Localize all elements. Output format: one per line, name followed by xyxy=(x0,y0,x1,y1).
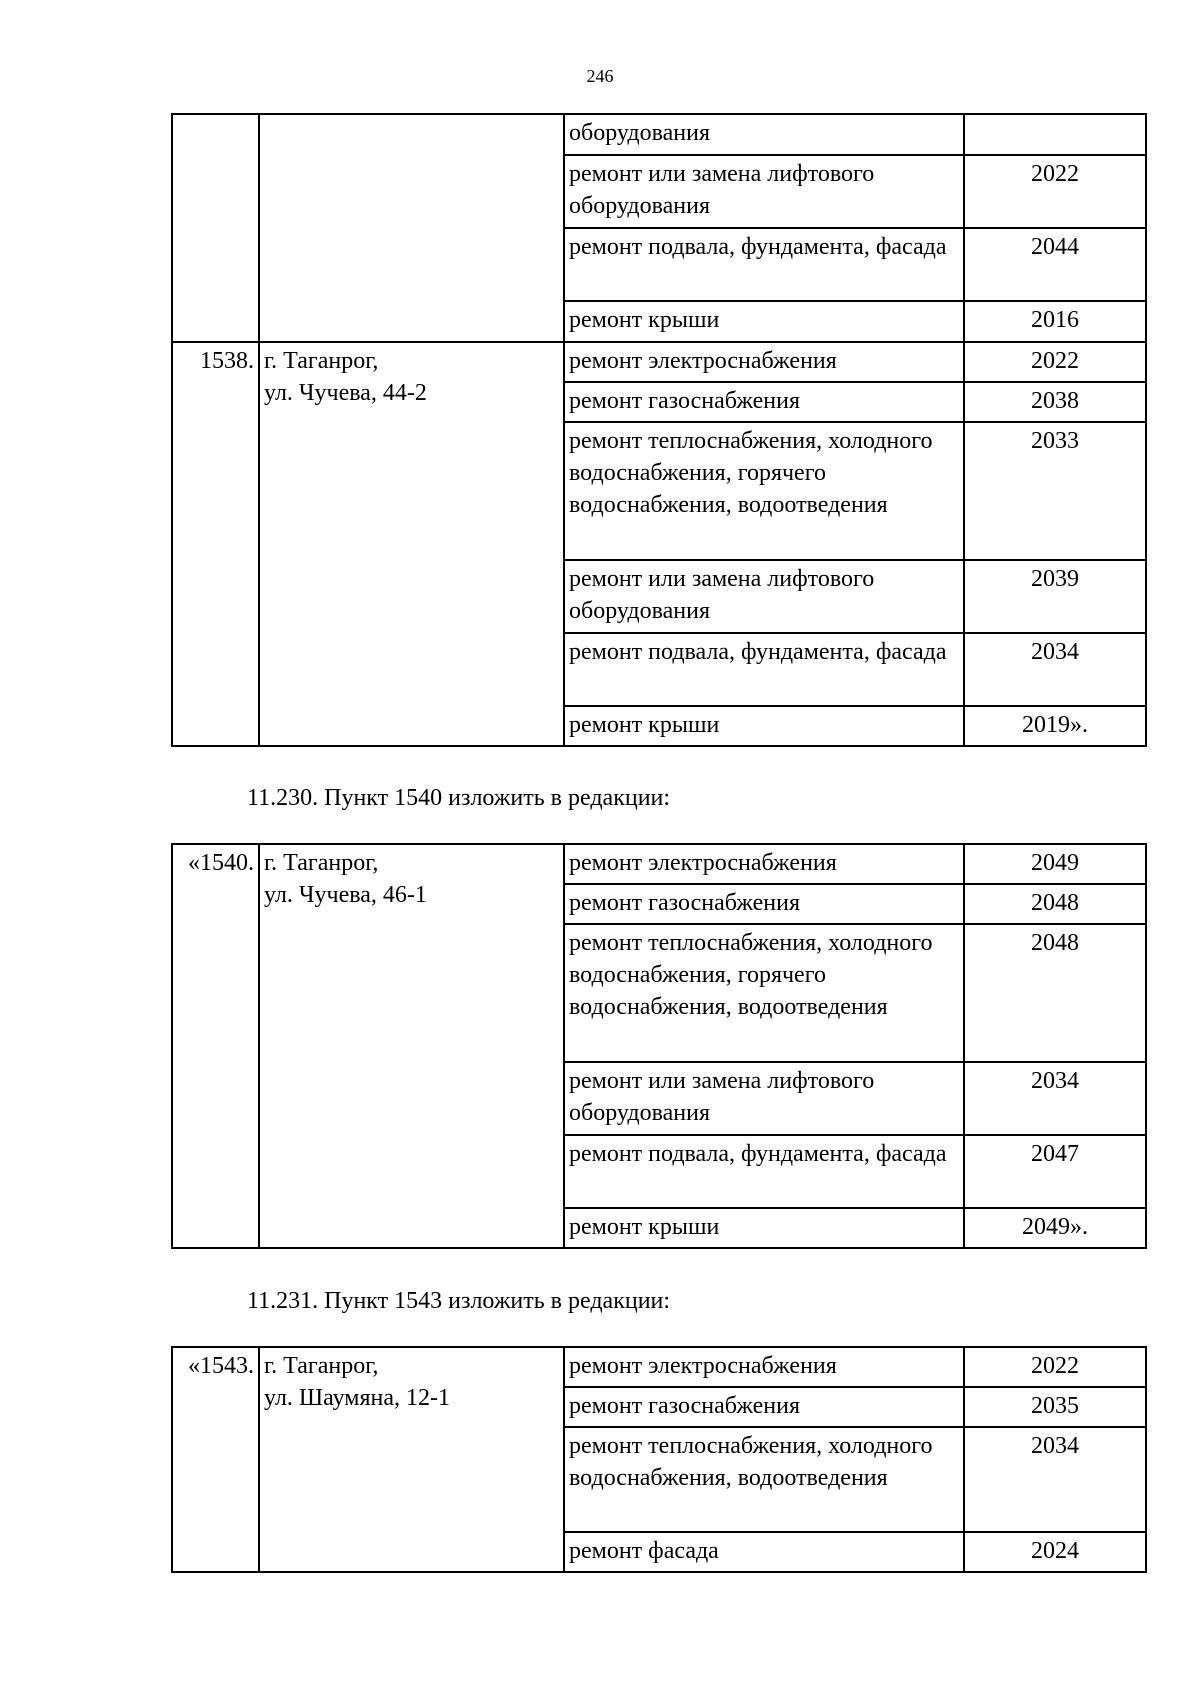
work-type-cell: ремонт газоснабжения xyxy=(564,382,964,422)
work-type-cell: ремонт или замена лифтового оборудования xyxy=(564,1062,964,1135)
table-row xyxy=(172,1347,1146,1387)
address-cell xyxy=(259,342,564,746)
year-cell: 2039 xyxy=(964,560,1146,633)
address-cell xyxy=(259,844,564,1248)
year-cell: 2019». xyxy=(964,706,1146,746)
work-type-cell: ремонт подвала, фундамента, фасада xyxy=(564,633,964,706)
work-type-cell: ремонт газоснабжения xyxy=(564,884,964,924)
year-cell: 2022 xyxy=(964,1347,1146,1387)
year-cell: 2038 xyxy=(964,382,1146,422)
table-row xyxy=(172,844,1146,884)
section-heading-11-231: 11.231. Пункт 1543 изложить в редакции: xyxy=(247,1288,671,1314)
year-cell: 2034 xyxy=(964,633,1146,706)
work-type-cell: ремонт или замена лифтового оборудования xyxy=(564,155,964,228)
year-cell: 2044 xyxy=(964,228,1146,301)
year-cell: 2047 xyxy=(964,1135,1146,1208)
work-type-cell: ремонт подвала, фундамента, фасада xyxy=(564,228,964,301)
work-type-cell: ремонт электроснабжения xyxy=(564,844,964,884)
address-cell xyxy=(259,1347,564,1572)
address-street: ул. Чучева, 46-1 xyxy=(264,882,427,908)
work-type-cell: ремонт крыши xyxy=(564,1208,964,1248)
address-street: ул. Чучева, 44-2 xyxy=(264,380,427,406)
work-type-cell: ремонт теплоснабжения, холодного водоснабжения, горячего водоснабжения, водоотведения xyxy=(564,924,964,1062)
works-table-1543 xyxy=(171,1346,1147,1573)
work-type-cell: оборудования xyxy=(564,114,964,155)
address-city: г. Таганрог, xyxy=(264,348,379,374)
year-cell: 2048 xyxy=(964,884,1146,924)
works-table-1540 xyxy=(171,843,1147,1249)
work-type-cell: ремонт электроснабжения xyxy=(564,342,964,382)
work-type-cell: ремонт фасада xyxy=(564,1532,964,1572)
address-street: ул. Шаумяна, 12-1 xyxy=(264,1385,450,1411)
address-city: г. Таганрог, xyxy=(264,850,379,876)
work-type-cell: ремонт теплоснабжения, холодного водоснабжения, горячего водоснабжения, водоотведения xyxy=(564,422,964,560)
table-row xyxy=(172,342,1146,382)
work-type-cell: ремонт подвала, фундамента, фасада xyxy=(564,1135,964,1208)
year-cell: 2022 xyxy=(964,342,1146,382)
works-table-1538 xyxy=(171,113,1147,747)
address-city: г. Таганрог, xyxy=(264,1353,379,1379)
table-row xyxy=(172,114,1146,155)
year-cell: 2033 xyxy=(964,422,1146,560)
work-type-cell: ремонт электроснабжения xyxy=(564,1347,964,1387)
year-cell xyxy=(964,114,1146,155)
year-cell: 2034 xyxy=(964,1427,1146,1532)
year-cell: 2024 xyxy=(964,1532,1146,1572)
year-cell: 2048 xyxy=(964,924,1146,1062)
year-cell: 2034 xyxy=(964,1062,1146,1135)
work-type-cell: ремонт крыши xyxy=(564,301,964,342)
row-number-cell: 1538. xyxy=(172,342,259,746)
year-cell: 2022 xyxy=(964,155,1146,228)
year-cell: 2016 xyxy=(964,301,1146,342)
row-number-cell xyxy=(172,114,259,342)
section-heading-11-230: 11.230. Пункт 1540 изложить в редакции: xyxy=(247,785,671,811)
work-type-cell: ремонт теплоснабжения, холодного водоснабжения, водоотведения xyxy=(564,1427,964,1532)
row-number-cell: «1540. xyxy=(172,844,259,1248)
page-number: 246 xyxy=(586,66,614,86)
year-cell: 2049». xyxy=(964,1208,1146,1248)
work-type-cell: ремонт крыши xyxy=(564,706,964,746)
row-number-cell: «1543. xyxy=(172,1347,259,1572)
year-cell: 2035 xyxy=(964,1387,1146,1427)
address-cell xyxy=(259,114,564,342)
work-type-cell: ремонт газоснабжения xyxy=(564,1387,964,1427)
work-type-cell: ремонт или замена лифтового оборудования xyxy=(564,560,964,633)
year-cell: 2049 xyxy=(964,844,1146,884)
